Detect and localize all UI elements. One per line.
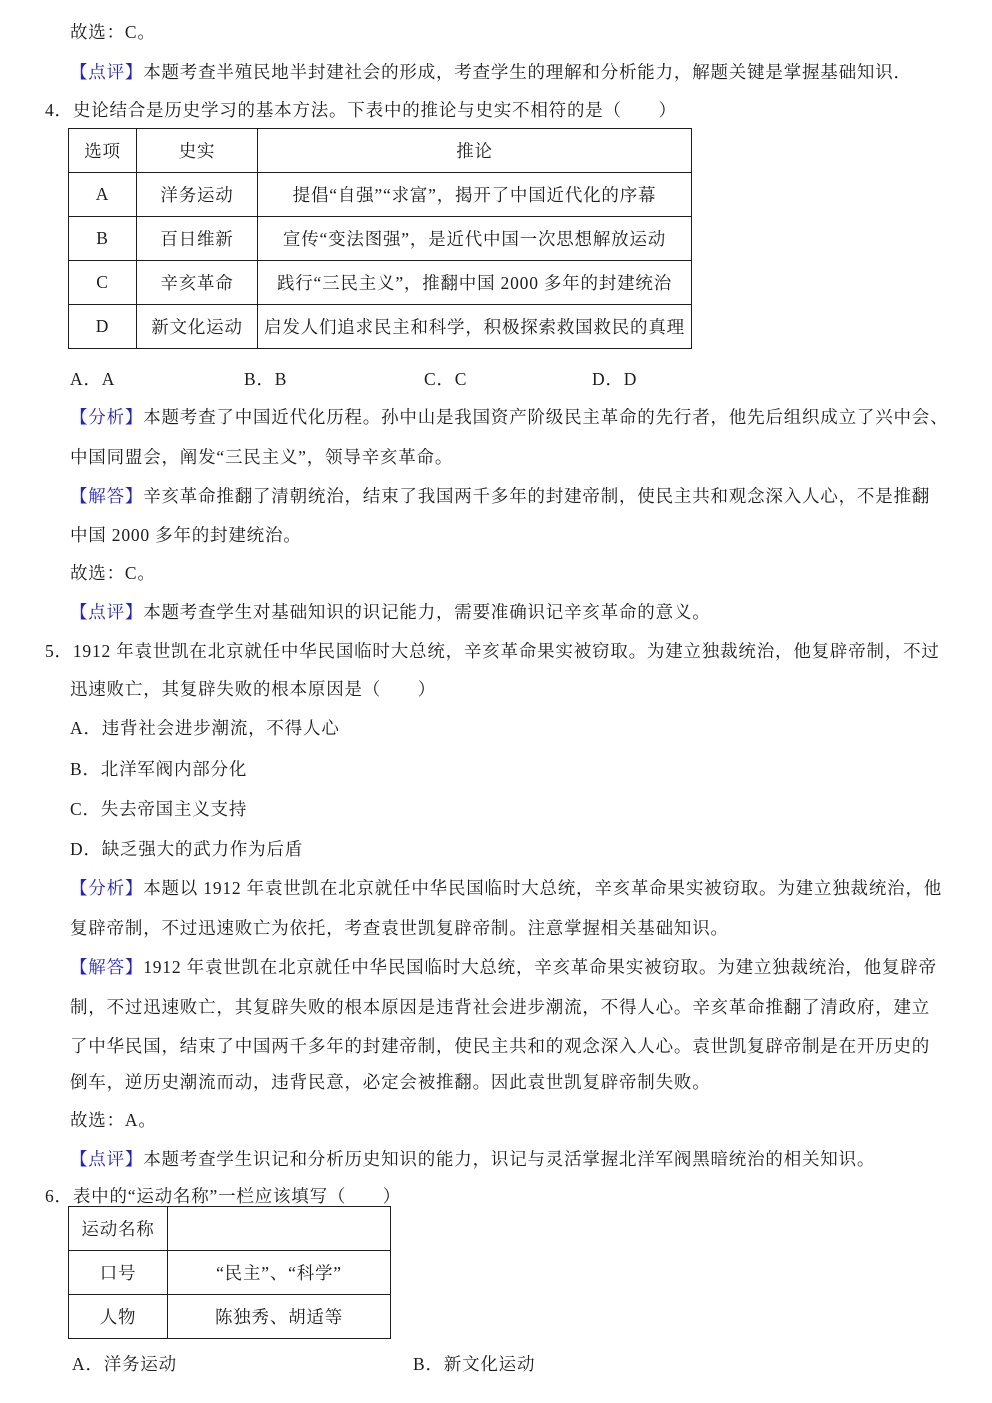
table-cell-option: A bbox=[69, 173, 137, 217]
q4-choice-a: A．A bbox=[70, 369, 116, 389]
q5-choice-d: D．缺乏强大的武力作为后盾 bbox=[70, 839, 304, 859]
q4-table-header-fact: 史实 bbox=[137, 129, 258, 173]
table-cell-label: 人物 bbox=[69, 1295, 168, 1339]
q5-number: 5． bbox=[45, 641, 73, 661]
q4-table-header-option: 选项 bbox=[69, 129, 137, 173]
q4-answer-line: 故选：C。 bbox=[70, 563, 156, 583]
table-cell-option: D bbox=[69, 305, 137, 349]
analysis-text: 本题以 1912 年袁世凯在北京就任中华民国临时大总统，辛亥革命果实被窃取。为建立独裁统治，他 bbox=[143, 878, 943, 898]
solution-label: 【解答】 bbox=[70, 957, 144, 977]
q6-stem-text: 表中的“运动名称”一栏应该填写（ ） bbox=[72, 1186, 402, 1206]
q4-choice-d: D．D bbox=[592, 369, 638, 389]
q3-review-line bbox=[70, 60, 912, 84]
q5-analysis-line-1 bbox=[70, 876, 942, 900]
q4-table bbox=[68, 128, 692, 349]
q4-solution-line-1 bbox=[70, 484, 930, 508]
review-label: 【点评】 bbox=[70, 1149, 144, 1169]
q4-table-row-a bbox=[69, 173, 692, 217]
q4-solution-line-2: 中国 2000 多年的封建统治。 bbox=[70, 525, 302, 545]
q5-choice-b: B．北洋军阀内部分化 bbox=[70, 759, 248, 779]
table-cell-inference: 提倡“自强”“求富”，揭开了中国近代化的序幕 bbox=[258, 173, 692, 217]
q4-choice-b: B．B bbox=[244, 369, 288, 389]
q5-answer-line: 故选：A。 bbox=[70, 1110, 157, 1130]
table-cell-label: 口号 bbox=[69, 1251, 168, 1295]
table-cell-fact: 新文化运动 bbox=[137, 305, 258, 349]
table-cell-label: 运动名称 bbox=[69, 1207, 168, 1251]
q4-table-header-row bbox=[69, 129, 692, 173]
q5-analysis-line-2: 复辟帝制，不过迅速败亡为依托，考查袁世凯复辟帝制。注意掌握相关基础知识。 bbox=[70, 918, 729, 938]
q4-analysis-line-2: 中国同盟会，阐发“三民主义”，领导辛亥革命。 bbox=[70, 447, 454, 467]
review-label: 【点评】 bbox=[70, 602, 144, 622]
solution-text: 辛亥革命推翻了清朝统治，结束了我国两千多年的封建帝制，使民主共和观念深入人心，不是推翻 bbox=[143, 486, 931, 506]
table-cell-inference: 践行“三民主义”，推翻中国 2000 多年的封建统治 bbox=[258, 261, 692, 305]
q6-stem-line bbox=[45, 1184, 401, 1208]
analysis-label: 【分析】 bbox=[70, 407, 144, 427]
review-text: 本题考查学生识记和分析历史知识的能力，识记与灵活掌握北洋军阀黑暗统治的相关知识。 bbox=[143, 1149, 876, 1169]
q5-stem-text: 1912 年袁世凯在北京就任中华民国临时大总统，辛亥革命果实被窃取。为建立独裁统治，他复辟帝制，不过 bbox=[72, 641, 940, 661]
q4-number: 4． bbox=[45, 100, 73, 120]
q4-table-row-b bbox=[69, 217, 692, 261]
q4-table-row-c bbox=[69, 261, 692, 305]
q4-stem-text: 史论结合是历史学习的基本方法。下表中的推论与史实不相符的是（ ） bbox=[72, 100, 677, 120]
q6-table-row-people bbox=[69, 1295, 391, 1339]
q5-choice-c: C．失去帝国主义支持 bbox=[70, 799, 248, 819]
table-cell-fact: 百日维新 bbox=[137, 217, 258, 261]
table-cell-value-empty bbox=[168, 1207, 391, 1251]
q5-choice-a: A．违背社会进步潮流，不得人心 bbox=[70, 718, 340, 738]
q5-stem-line-2: 迅速败亡，其复辟失败的根本原因是（ ） bbox=[70, 679, 436, 699]
q6-table-row-slogan bbox=[69, 1251, 391, 1295]
review-label: 【点评】 bbox=[70, 62, 144, 82]
review-text: 本题考查学生对基础知识的识记能力，需要准确识记辛亥革命的意义。 bbox=[143, 602, 711, 622]
table-cell-option: C bbox=[69, 261, 137, 305]
solution-text: 1912 年袁世凯在北京就任中华民国临时大总统，辛亥革命果实被窃取。为建立独裁统治，他复辟帝 bbox=[143, 957, 937, 977]
q6-table bbox=[68, 1206, 391, 1339]
q4-table-row-d bbox=[69, 305, 692, 349]
q6-choice-a: A．洋务运动 bbox=[72, 1354, 177, 1374]
analysis-label: 【分析】 bbox=[70, 878, 144, 898]
table-cell-value: 陈独秀、胡适等 bbox=[168, 1295, 391, 1339]
table-cell-fact: 辛亥革命 bbox=[137, 261, 258, 305]
table-cell-inference: 宣传“变法图强”，是近代中国一次思想解放运动 bbox=[258, 217, 692, 261]
q5-stem-line-1 bbox=[45, 639, 940, 663]
table-cell-fact: 洋务运动 bbox=[137, 173, 258, 217]
q6-number: 6． bbox=[45, 1186, 73, 1206]
q4-stem-line bbox=[45, 98, 677, 122]
q5-solution-line-1 bbox=[70, 955, 937, 979]
q4-analysis-line-1 bbox=[70, 405, 948, 429]
q3-answer-line: 故选：C。 bbox=[70, 22, 156, 42]
q4-table-header-inference: 推论 bbox=[258, 129, 692, 173]
review-text: 本题考查半殖民地半封建社会的形成，考查学生的理解和分析能力，解题关键是掌握基础知识． bbox=[143, 62, 912, 82]
table-cell-value: “民主”、“科学” bbox=[168, 1251, 391, 1295]
q6-table-row-name bbox=[69, 1207, 391, 1251]
q5-solution-line-4: 倒车，逆历史潮流而动，违背民意，必定会被推翻。因此袁世凯复辟帝制失败。 bbox=[70, 1072, 711, 1092]
table-cell-option: B bbox=[69, 217, 137, 261]
solution-label: 【解答】 bbox=[70, 486, 144, 506]
q5-review-line bbox=[70, 1147, 875, 1171]
analysis-text: 本题考查了中国近代化历程。孙中山是我国资产阶级民主革命的先行者，他先后组织成立了兴中会、 bbox=[143, 407, 949, 427]
q5-solution-line-3: 了中华民国，结束了中国两千多年的封建帝制，使民主共和的观念深入人心。袁世凯复辟帝制是在开历史的 bbox=[70, 1036, 931, 1056]
table-cell-inference: 启发人们追求民主和科学，积极探索救国救民的真理 bbox=[258, 305, 692, 349]
q4-choice-c: C．C bbox=[424, 369, 468, 389]
q6-choice-b: B．新文化运动 bbox=[413, 1354, 536, 1374]
q5-solution-line-2: 制，不过迅速败亡，其复辟失败的根本原因是违背社会进步潮流，不得人心。辛亥革命推翻了清政府，建立 bbox=[70, 997, 931, 1017]
q4-review-line bbox=[70, 600, 711, 624]
